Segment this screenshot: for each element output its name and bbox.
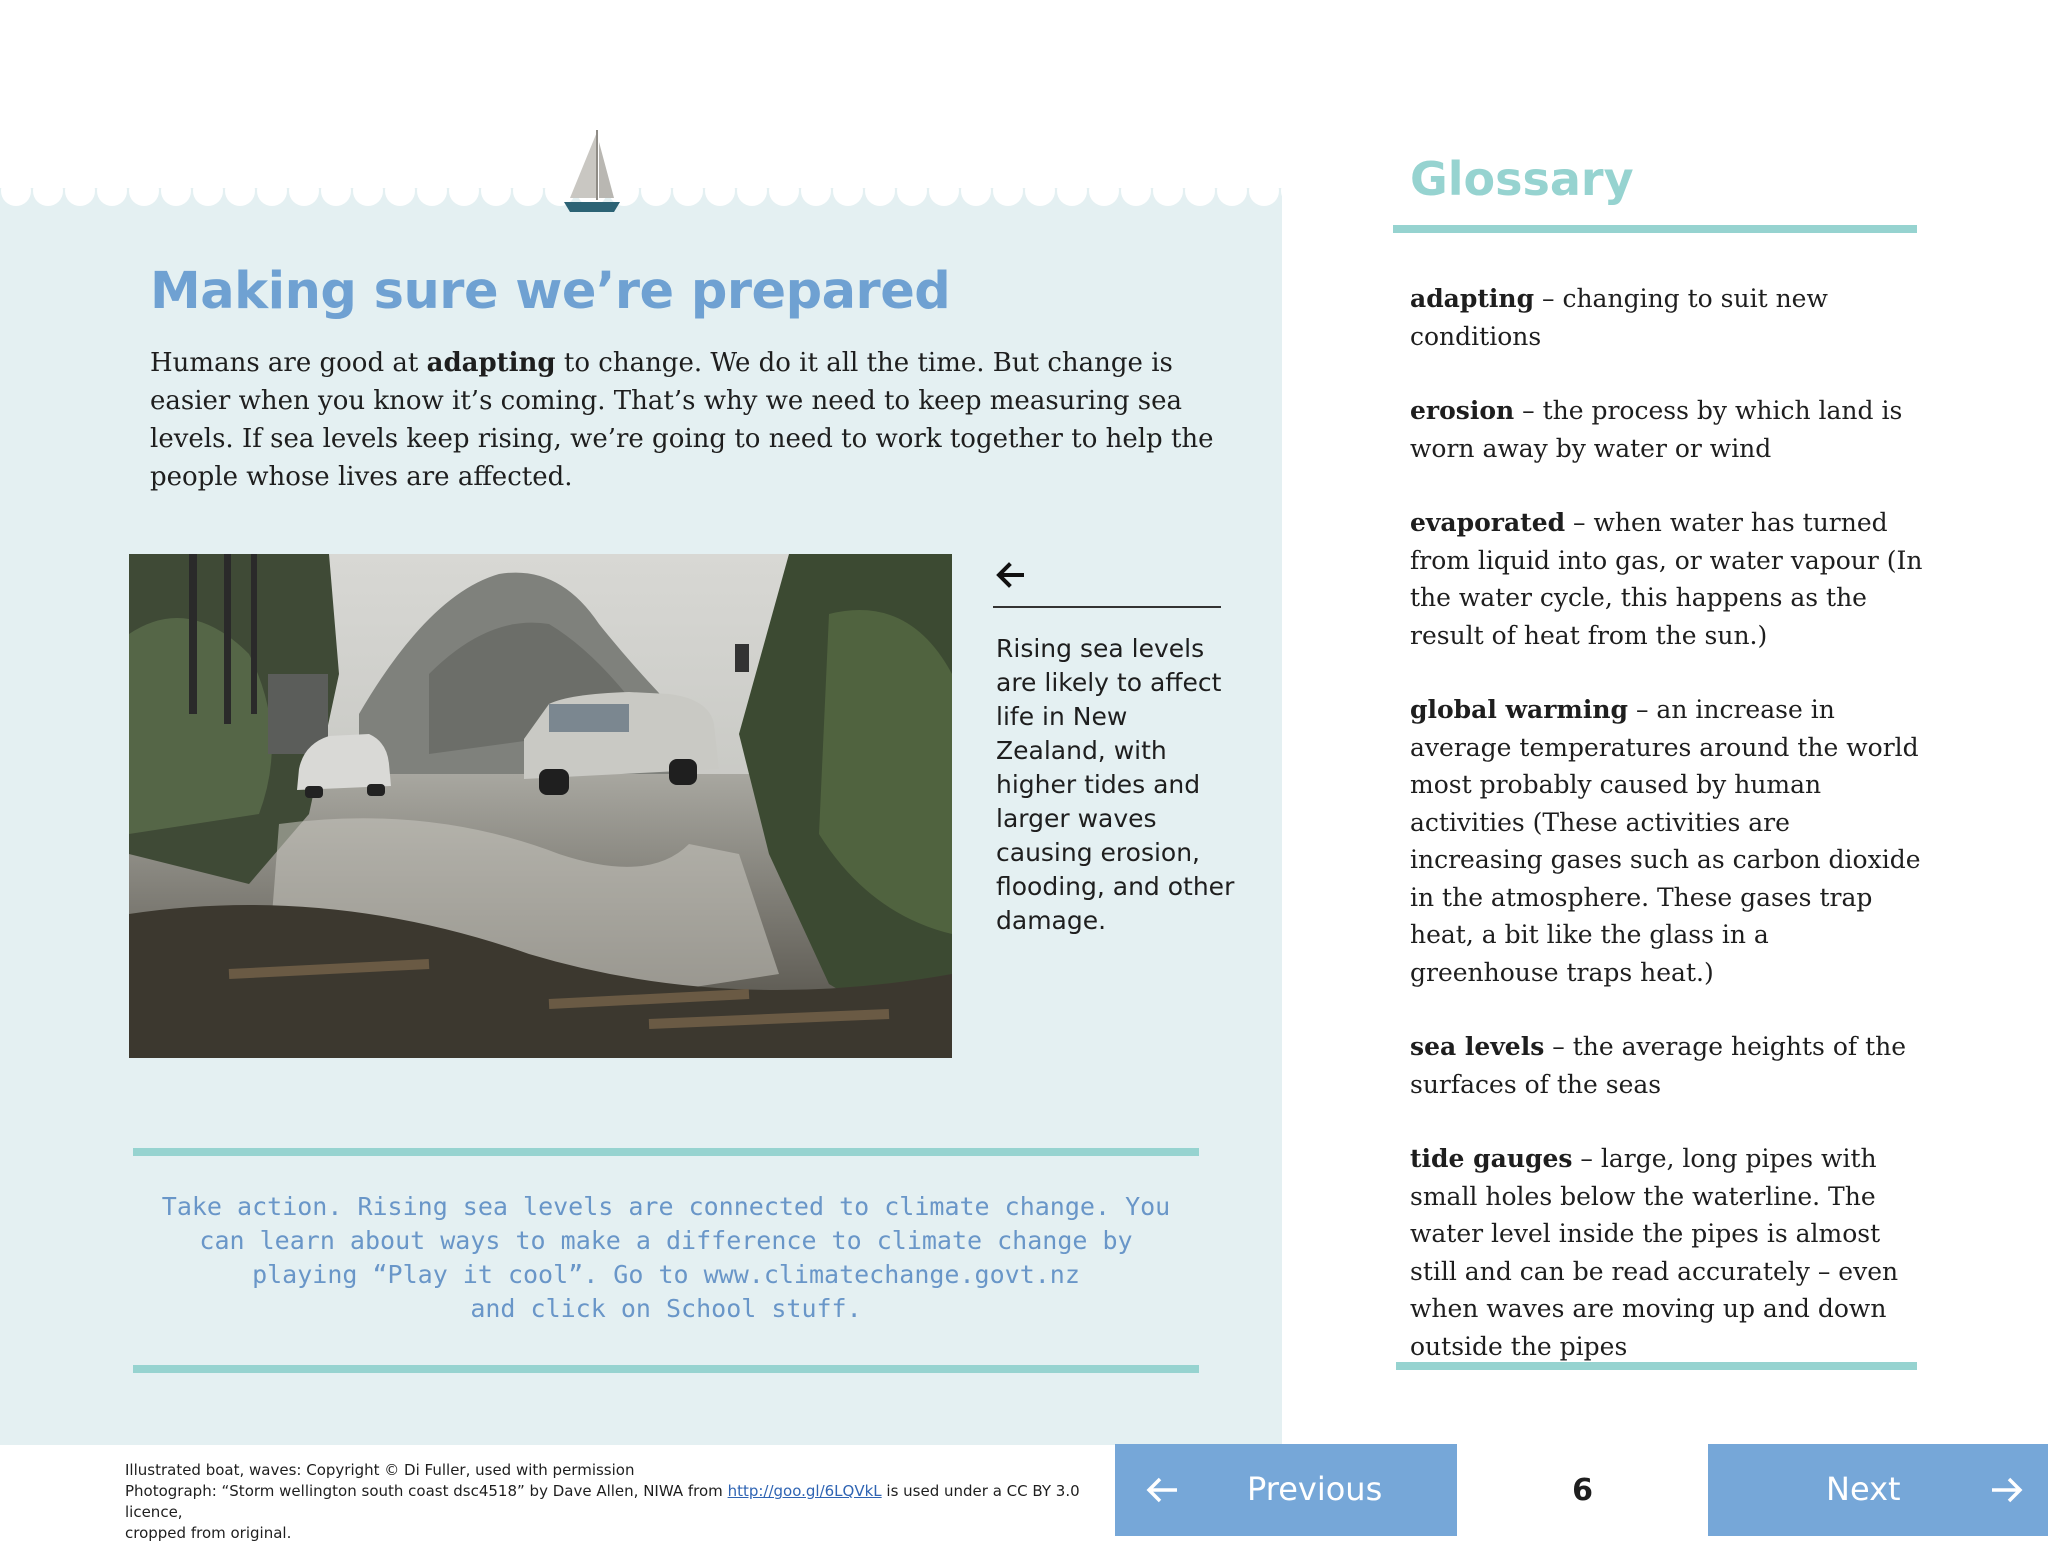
previous-button[interactable] [1115,1444,1457,1536]
credit-text: is used under a CC BY 3.0 licence, [125,1482,1080,1521]
previous-label: Previous [1247,1470,1383,1508]
glossary-entry [1410,1028,1925,1103]
glossary-entry [1410,1140,1925,1365]
glossary-entry [1410,504,1925,654]
intro-paragraph [150,344,1230,496]
glossary-entry [1410,691,1925,991]
glossary-entry [1410,392,1925,467]
action-divider-top [133,1148,1199,1156]
glossary-definition: – when water has turned from liquid into gas, or water vapour (In the water cycle, this happens as the result of heat from the sun.) [1410,508,1923,650]
intro-text: to change. We do it all the time. But change is easier when you know it’s coming. That’s why we need to keep measuring sea levels. If sea levels keep rising, we’re going to need to work together to help the people whose lives are affected. [150,348,1214,492]
glossary-definition: – changing to suit new conditions [1410,284,1828,351]
action-divider-bottom [133,1365,1199,1373]
glossary-term: sea levels [1410,1032,1545,1061]
intro-text: Humans are good at [150,348,427,378]
waves-border [0,188,1282,212]
glossary-term: global warming [1410,695,1629,724]
glossary-divider-bottom [1396,1362,1917,1370]
glossary-definition: – the average heights of the surfaces of the seas [1410,1032,1907,1099]
sailboat-icon [562,128,622,218]
intro-keyword: adapting [426,348,556,378]
storm-photo [129,554,952,1058]
credit-line [125,1481,1105,1523]
arrow-left-icon [996,562,1026,588]
glossary-term: erosion [1410,396,1515,425]
glossary-divider-top [1393,225,1917,233]
next-button[interactable] [1708,1444,2048,1536]
glossary-definition: – large, long pipes with small holes below the waterline. The water level inside the pipes is almost still and can be read accurately – even when waves are moving up and down outside the pipes [1410,1144,1899,1361]
next-label: Next [1826,1470,1901,1508]
caption-divider [993,606,1221,608]
action-line: and click on School stuff. [470,1294,862,1323]
credit-line: cropped from original. [125,1524,292,1542]
glossary-definition: – the process by which land is worn away by water or wind [1410,396,1903,463]
action-line: playing “Play it cool”. Go to www.climatechange.govt.nz [252,1260,1080,1289]
arrow-right-icon [1990,1476,2024,1504]
photo-credits [125,1460,1105,1544]
glossary-entry [1410,280,1925,355]
credit-text: Photograph: “Storm wellington south coast dsc4518” by Dave Allen, NIWA from [125,1482,728,1500]
page-title: Making sure we’re prepared [150,262,951,321]
action-line: Take action. Rising sea levels are connected to climate change. You [161,1192,1171,1221]
arrow-left-icon [1145,1476,1179,1504]
credit-link[interactable]: http://goo.gl/6LQVkL [727,1482,882,1500]
glossary-list [1410,280,1925,1402]
credit-line: Illustrated boat, waves: Copyright © Di Fuller, used with permission [125,1461,635,1479]
glossary-term: evaporated [1410,508,1566,537]
glossary-title: Glossary [1410,152,1634,206]
photo-caption: Rising sea levels are likely to affect life in New Zealand, with higher tides and larger waves causing erosion, flooding, and other damage. [996,634,1235,935]
page-number: 6 [1457,1444,1708,1536]
glossary-definition: – an increase in average temperatures around the world most probably caused by human activities (These activities are increasing gases such as carbon dioxide in the atmosphere. These gases trap heat, a bit like the glass in a greenhouse traps heat.) [1410,695,1921,987]
glossary-term: adapting [1410,284,1535,313]
take-action-box [133,1190,1199,1326]
action-line: can learn about ways to make a difference to climate change by [199,1226,1133,1255]
glossary-term: tide gauges [1410,1144,1573,1173]
